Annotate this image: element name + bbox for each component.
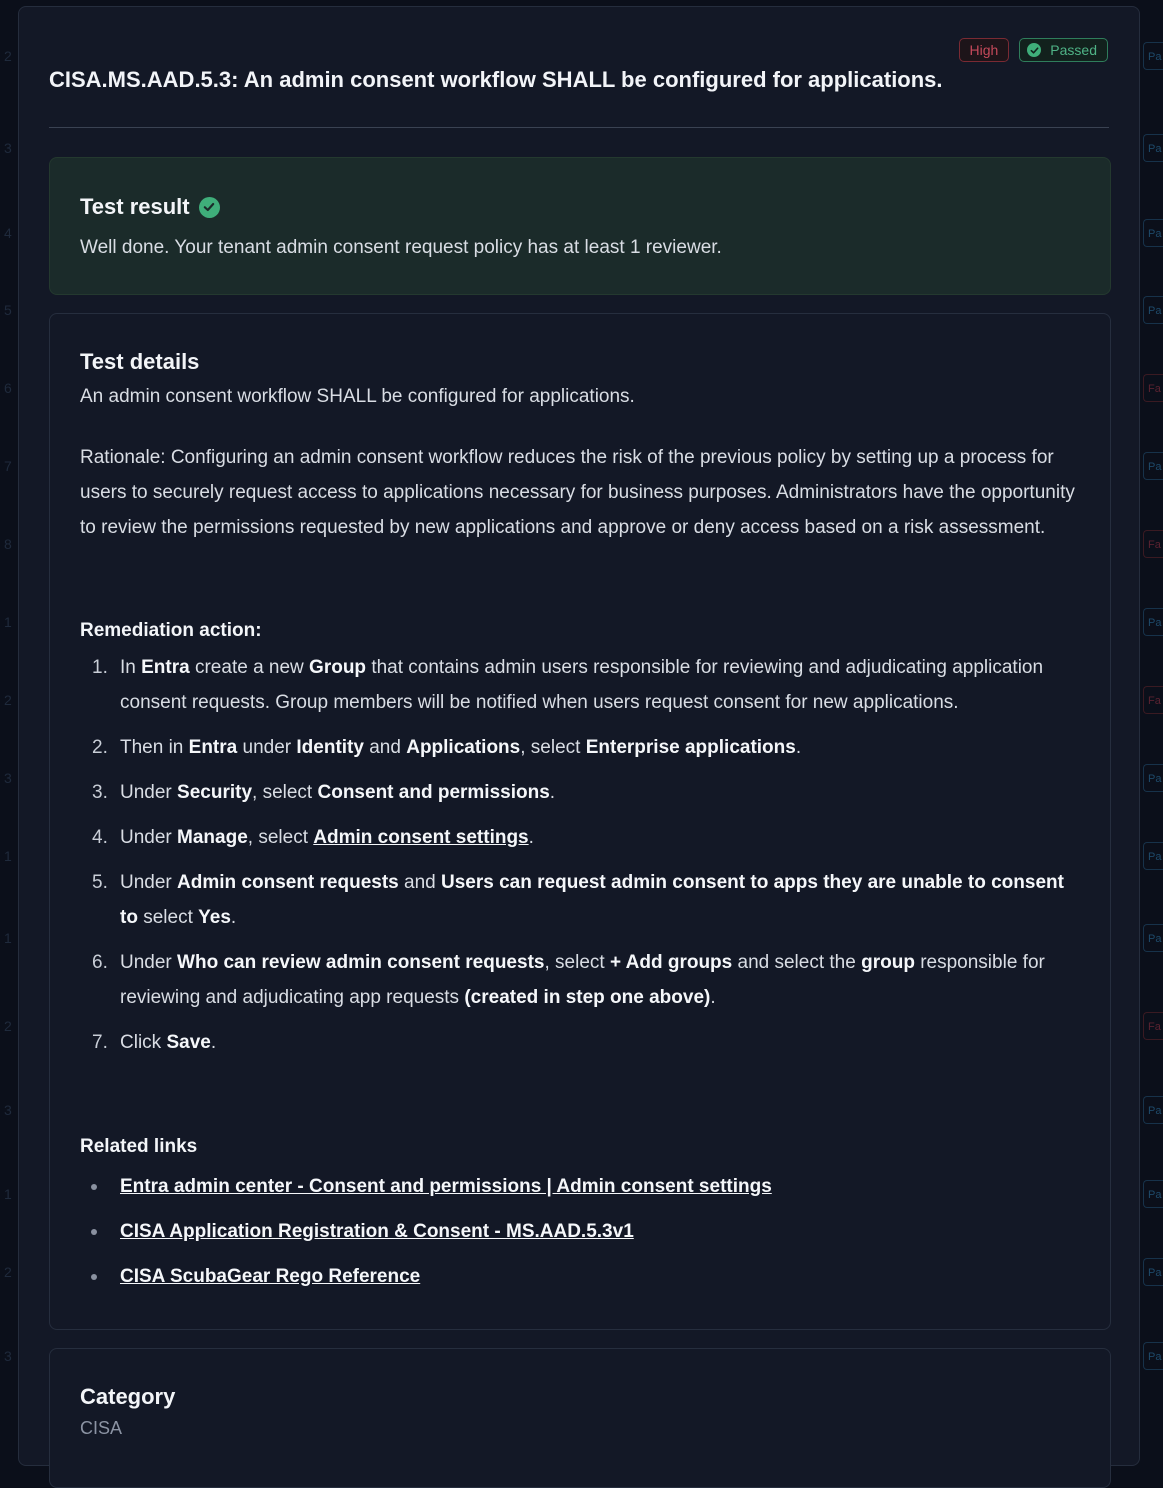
step-emphasis: Applications	[406, 737, 521, 758]
remediation-step: 5. Under Admin consent requests and Users can request admin consent to apps they are unable to consent to select Yes.	[80, 865, 1085, 935]
background-row-number: 1	[4, 930, 12, 946]
step-number: 2.	[92, 737, 108, 758]
background-status-tag: Pa	[1143, 296, 1163, 324]
remediation-steps-list	[80, 650, 1085, 1070]
step-emphasis: Save	[166, 1032, 211, 1053]
test-details-heading: Test details	[80, 349, 200, 374]
background-row-number: 1	[4, 1186, 12, 1202]
background-row-number: 4	[4, 225, 12, 241]
related-links-heading: Related links	[80, 1136, 198, 1157]
background-row-number: 6	[4, 380, 12, 396]
remediation-step: 4. Under Manage, select Admin consent settings.	[80, 820, 1085, 855]
background-row-number: 7	[4, 458, 12, 474]
remediation-step: 1. In Entra create a new Group that contains admin users responsible for reviewing and adjudicating application consent requests. Group members will be notified when users request consent for new applications.	[80, 650, 1085, 720]
background-status-tag: Fa	[1143, 1012, 1163, 1040]
background-row-number: 3	[4, 770, 12, 786]
test-result-heading-text: Test result	[80, 194, 190, 219]
step-number: 5.	[92, 872, 108, 893]
test-detail-panel	[18, 6, 1140, 1466]
step-number: 3.	[92, 782, 108, 803]
step-emphasis: Admin consent requests	[177, 872, 399, 893]
background-row-tags	[1139, 0, 1163, 1439]
check-circle-icon	[199, 197, 220, 218]
page-title: CISA.MS.AAD.5.3: An admin consent workflow SHALL be configured for applications.	[49, 67, 943, 92]
background-status-tag: Pa	[1143, 924, 1163, 952]
background-row-number: 3	[4, 140, 12, 156]
test-result-card	[49, 157, 1111, 295]
test-result-message: Well done. Your tenant admin consent request policy has at least 1 reviewer.	[80, 237, 722, 258]
test-result-heading	[80, 194, 220, 220]
category-heading: Category	[80, 1384, 176, 1409]
background-status-tag: Pa	[1143, 608, 1163, 636]
background-row-number: 1	[4, 848, 12, 864]
background-row-number: 5	[4, 302, 12, 318]
step-number: 1.	[92, 657, 108, 678]
background-row-number: 2	[4, 692, 12, 708]
check-circle-icon	[1027, 43, 1041, 57]
test-details-description: An admin consent workflow SHALL be configured for applications.	[80, 386, 635, 407]
step-emphasis: Enterprise applications	[585, 737, 796, 758]
related-links-list	[80, 1169, 772, 1304]
divider	[49, 127, 1109, 128]
badge-group	[959, 38, 1109, 62]
background-status-tag: Pa	[1143, 452, 1163, 480]
background-status-tag: Fa	[1143, 686, 1163, 714]
step-emphasis: Identity	[296, 737, 364, 758]
related-link-item	[80, 1169, 772, 1204]
step-emphasis: + Add groups	[609, 952, 733, 973]
background-status-tag: Pa	[1143, 842, 1163, 870]
related-link[interactable]: CISA ScubaGear Rego Reference	[120, 1266, 421, 1287]
background-status-tag: Pa	[1143, 1096, 1163, 1124]
rationale-text: Rationale: Configuring an admin consent workflow reduces the risk of the previous policy by setting up a process for users to securely request access to applications necessary for business purposes. Administrators have the opportunity to review the permissions requested by new applications and approve or deny access based on a risk assessment.	[80, 447, 1075, 538]
step-emphasis: Entra	[188, 737, 238, 758]
remediation-heading: Remediation action:	[80, 620, 262, 641]
bullet-icon	[91, 1229, 97, 1235]
step-emphasis: Group	[309, 657, 367, 678]
step-emphasis: Security	[177, 782, 253, 803]
background-status-tag: Fa	[1143, 374, 1163, 402]
background-status-tag: Fa	[1143, 530, 1163, 558]
step-emphasis: Who can review admin consent requests	[177, 952, 545, 973]
related-link[interactable]: Entra admin center - Consent and permissions | Admin consent settings	[120, 1176, 772, 1197]
related-link[interactable]: CISA Application Registration & Consent - MS.AAD.5.3v1	[120, 1221, 634, 1242]
severity-badge: High	[959, 38, 1010, 62]
background-row-number: 1	[4, 614, 12, 630]
related-link-item	[80, 1214, 772, 1249]
step-emphasis: Yes	[198, 907, 231, 928]
test-details-card	[49, 313, 1111, 1330]
step-emphasis: group	[861, 952, 915, 973]
background-row-number: 2	[4, 1018, 12, 1034]
bullet-icon	[91, 1184, 97, 1190]
background-status-tag: Pa	[1143, 134, 1163, 162]
step-number: 6.	[92, 952, 108, 973]
background-status-tag: Pa	[1143, 42, 1163, 70]
background-row-number: 8	[4, 536, 12, 552]
background-row-numbers	[0, 0, 18, 1439]
background-row-number: 2	[4, 48, 12, 64]
step-emphasis: Consent and permissions	[317, 782, 550, 803]
background-status-tag: Pa	[1143, 1180, 1163, 1208]
status-badge-label: Passed	[1050, 42, 1097, 58]
step-emphasis: (created in step one above)	[464, 987, 711, 1008]
bullet-icon	[91, 1274, 97, 1280]
background-row-number: 3	[4, 1102, 12, 1118]
background-status-tag: Pa	[1143, 1342, 1163, 1370]
step-emphasis: Entra	[141, 657, 190, 678]
related-link-item	[80, 1259, 772, 1294]
background-row-number: 3	[4, 1348, 12, 1364]
category-value: CISA	[80, 1418, 123, 1438]
background-status-tag: Pa	[1143, 219, 1163, 247]
step-emphasis: Manage	[177, 827, 248, 848]
step-number: 7.	[92, 1032, 108, 1053]
background-row-number: 2	[4, 1264, 12, 1280]
remediation-step: 3. Under Security, select Consent and permissions.	[80, 775, 1085, 810]
remediation-step: 7. Click Save.	[80, 1025, 1085, 1060]
status-badge	[1019, 38, 1108, 62]
background-status-tag: Pa	[1143, 764, 1163, 792]
remediation-step: 2. Then in Entra under Identity and Applications, select Enterprise applications.	[80, 730, 1085, 765]
step-number: 4.	[92, 827, 108, 848]
step-emphasis: Users can request admin consent to apps they are unable to consent to	[120, 872, 1064, 928]
remediation-step: 6. Under Who can review admin consent requests, select + Add groups and select the group responsible for reviewing and adjudicating app requests (created in step one above).	[80, 945, 1085, 1015]
background-status-tag: Pa	[1143, 1258, 1163, 1286]
admin-consent-settings-link[interactable]: Admin consent settings	[313, 827, 529, 848]
category-card	[49, 1348, 1111, 1488]
